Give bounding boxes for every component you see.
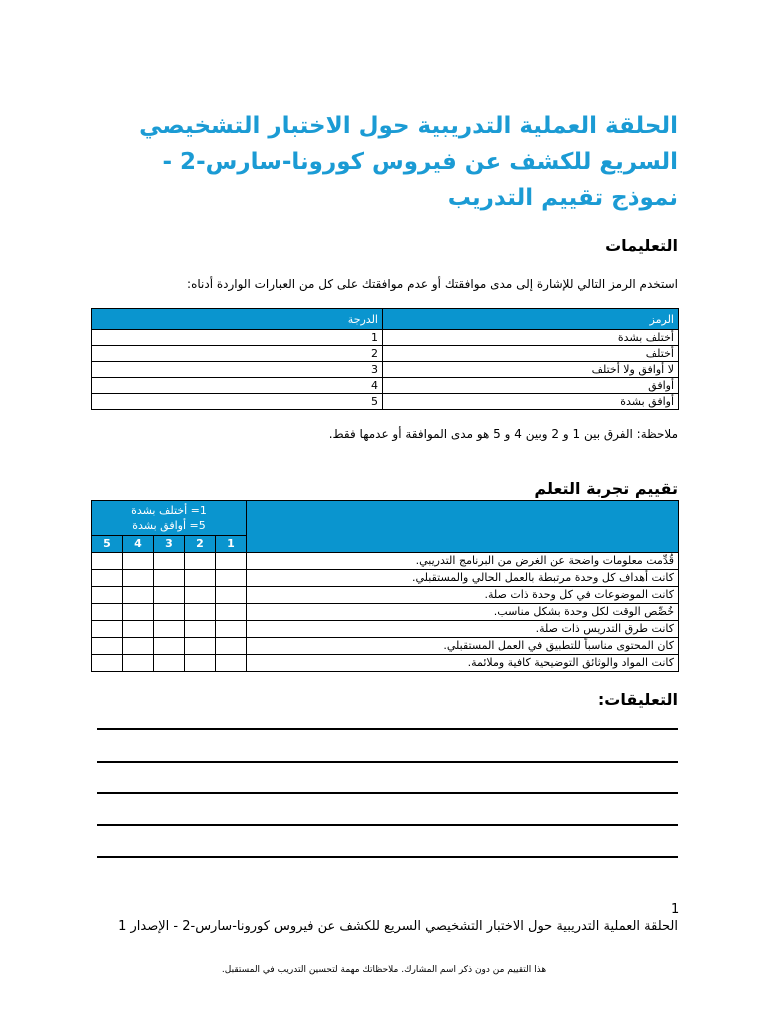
rating-cell[interactable] [123,655,154,672]
scale-score: 5 [92,394,383,410]
page-title: الحلقة العملية التدريبية حول الاختبار التشخيصي السريع للكشف عن فيروس كورونا-سارس-2 - نموذج تقييم التدريب [139,113,678,211]
rating-cell[interactable] [216,587,247,604]
comments-heading: التعليقات: [597,690,678,709]
statement-text: قُدِّمت معلومات واضحة عن الغرض من البرنامج التدريبي. [247,553,679,570]
rating-cell[interactable] [92,553,123,570]
rating-cell[interactable] [216,604,247,621]
col-symbol-header: الرمز [383,309,679,330]
rating-cell[interactable] [154,587,185,604]
rating-cell[interactable] [92,638,123,655]
table-row [92,378,679,394]
rating-cell[interactable] [154,655,185,672]
table-row [92,638,679,655]
rating-cell[interactable] [154,570,185,587]
instructions-heading: التعليمات [605,236,678,255]
rating-cell[interactable] [123,553,154,570]
table-row [92,394,679,410]
scale-note: ملاحظة: الفرق بين 1 و 2 وبين 4 و 5 هو مدى الموافقة أو عدمها فقط. [328,427,678,441]
bottom-note: هذا التقييم من دون ذكر اسم المشارك. ملاحظاتك مهمة لتحسين التدريب في المستقبل. [221,965,547,975]
rating-cell[interactable] [154,604,185,621]
rating-cell[interactable] [92,570,123,587]
scale-score: 2 [92,346,383,362]
evaluation-header-row [92,501,679,536]
col-score-header: الدرجة [92,309,383,330]
rating-cell[interactable] [185,621,216,638]
scale-label: أختلف بشدة [383,330,679,346]
comment-line[interactable] [97,824,678,826]
table-row [92,553,679,570]
rating-cell[interactable] [123,621,154,638]
evaluation-table [91,500,679,672]
rating-cell[interactable] [92,604,123,621]
rating-cell[interactable] [154,553,185,570]
table-row [92,655,679,672]
rating-cell[interactable] [92,655,123,672]
rating-cell[interactable] [123,587,154,604]
instructions-text: استخدم الرمز التالي للإشارة إلى مدى موافقتك أو عدم موافقتك على كل من العبارات الواردة أدناه: [187,277,678,291]
comment-line[interactable] [97,856,678,858]
scale-table-header [92,309,679,330]
comment-line[interactable] [97,728,678,730]
scale-col-2: 2 [185,536,216,553]
scale-col-3: 3 [154,536,185,553]
rating-cell[interactable] [185,604,216,621]
comment-line[interactable] [97,792,678,794]
rating-cell[interactable] [216,553,247,570]
rating-cell[interactable] [185,587,216,604]
table-row [92,362,679,378]
rating-cell[interactable] [123,604,154,621]
table-row [92,346,679,362]
scale-table [91,308,679,410]
statement-text: كانت الموضوعات في كل وحدة ذات صلة. [247,587,679,604]
statement-text: كانت طرق التدريس ذات صلة. [247,621,679,638]
statement-text: كانت أهداف كل وحدة مرتبطة بالعمل الحالي والمستقبلي. [247,570,679,587]
statement-text: كانت المواد والوثائق التوضيحية كافية وملائمة. [247,655,679,672]
legend-line-1: 1= أختلف بشدة [131,504,207,517]
statement-header-cell [247,501,679,553]
scale-label: أختلف [383,346,679,362]
rating-cell[interactable] [185,553,216,570]
rating-cell[interactable] [216,638,247,655]
scale-col-1: 1 [216,536,247,553]
scale-col-4: 4 [123,536,154,553]
rating-cell[interactable] [123,570,154,587]
table-row [92,587,679,604]
page-number: 1 [671,902,680,917]
scale-col-5: 5 [92,536,123,553]
rating-cell[interactable] [154,621,185,638]
rating-cell[interactable] [216,621,247,638]
rating-cell[interactable] [216,570,247,587]
table-row [92,604,679,621]
scale-label: لا أوافق ولا أختلف [383,362,679,378]
scale-score: 3 [92,362,383,378]
table-row [92,621,679,638]
rating-cell[interactable] [185,655,216,672]
rating-cell[interactable] [154,638,185,655]
rating-cell[interactable] [92,621,123,638]
evaluation-heading: تقييم تجربة التعلم [534,479,678,498]
scale-legend [92,501,247,536]
comment-line[interactable] [97,761,678,763]
footer-text: الحلقة العملية التدريبية حول الاختبار التشخيصي السريع للكشف عن فيروس كورونا-سارس-2 - الإصدار 1 [118,919,678,934]
table-row [92,570,679,587]
rating-cell[interactable] [92,587,123,604]
statement-text: خُصِّص الوقت لكل وحدة بشكل مناسب. [247,604,679,621]
table-row [92,330,679,346]
rating-cell[interactable] [185,638,216,655]
legend-line-2: 5= أوافق بشدة [132,519,206,532]
scale-label: أوافق [383,378,679,394]
rating-cell[interactable] [123,638,154,655]
scale-label: أوافق بشدة [383,394,679,410]
statement-text: كان المحتوى مناسباً للتطبيق في العمل المستقبلي. [247,638,679,655]
rating-cell[interactable] [216,655,247,672]
rating-cell[interactable] [185,570,216,587]
scale-score: 4 [92,378,383,394]
scale-score: 1 [92,330,383,346]
